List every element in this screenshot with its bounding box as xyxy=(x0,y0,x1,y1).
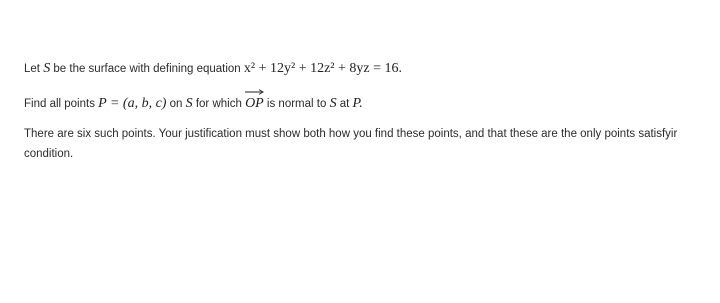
surface-equation: x² + 12y² + 12z² + 8yz = 16. xyxy=(243,61,403,76)
text-for-which: for which xyxy=(192,98,246,110)
text-at: at xyxy=(336,98,353,110)
vector-arrow-icon xyxy=(245,89,264,95)
text-is-normal: is normal to xyxy=(263,98,330,110)
vector-label: OP xyxy=(245,96,264,111)
surface-symbol: S xyxy=(43,61,51,76)
text-on: on xyxy=(166,98,186,110)
justification-line-continued: condition. xyxy=(24,148,74,160)
text-find: Find all points xyxy=(24,98,99,110)
text-surface-definition: be the surface with defining equation xyxy=(50,63,244,75)
task-line xyxy=(24,96,363,112)
justification-line: There are six such points. Your justification must show both how you find these points, and that these are the only points satisfyir xyxy=(24,128,678,140)
surface-definition-line xyxy=(24,61,402,77)
vector-op xyxy=(245,96,264,112)
point-definition: P = (a, b, c) xyxy=(98,96,167,111)
surface-symbol: S xyxy=(329,96,337,111)
surface-symbol: S xyxy=(185,96,193,111)
text-let: Let xyxy=(24,63,44,75)
point-symbol: P. xyxy=(352,96,363,111)
